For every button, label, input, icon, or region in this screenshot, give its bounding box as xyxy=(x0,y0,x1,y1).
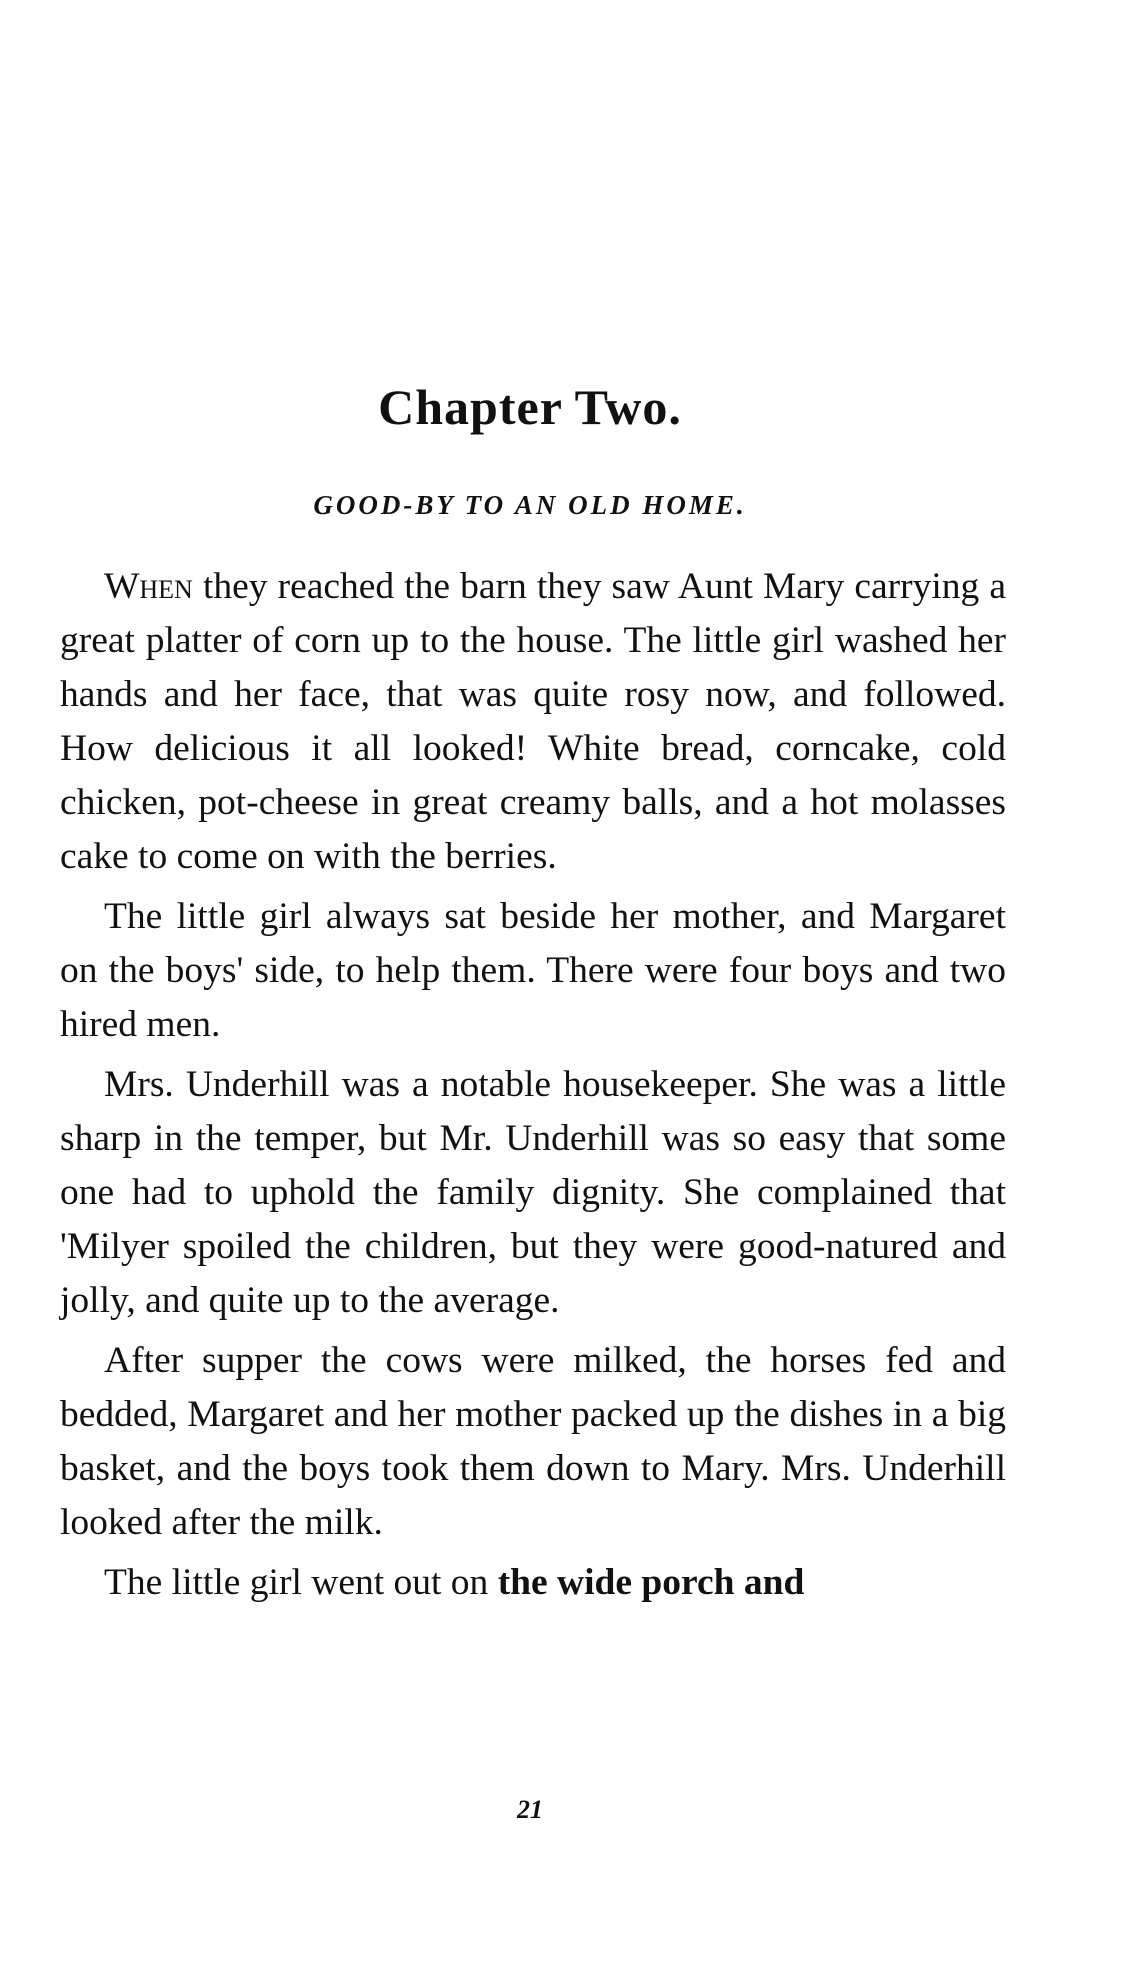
body-text xyxy=(60,560,1006,1616)
paragraph-3: Mrs. Underhill was a notable housekeeper. She was a little sharp in the temper, but Mr. Underhill was so easy that some one had to uphold the family dignity. She complained that 'Milyer spoiled the children, but they were good-natured and jolly, and quite up to the average. xyxy=(60,1064,1006,1321)
paragraph-1-lead: When xyxy=(104,566,193,607)
chapter-subtitle: GOOD-BY TO AN OLD HOME. xyxy=(313,490,747,520)
paragraph-1 xyxy=(60,560,1006,884)
paragraph-5-bold-text: the wide porch and xyxy=(497,1562,805,1603)
paragraph-5 xyxy=(60,1556,1006,1610)
paragraph-2: The little girl always sat beside her mother, and Margaret on the boys' side, to help them. There were four boys and two hired men. xyxy=(60,896,1006,1045)
chapter-title: Chapter Two. xyxy=(378,379,682,435)
paragraph-1-text: they reached the barn they saw Aunt Mary carrying a great platter of corn up to the house. The little girl washed her hands and her face, that was quite rosy now, and followed. How delicious it all looked! White bread, corncake, cold chicken, pot-cheese in great creamy balls, and a hot molasses cake to come on with the berries. xyxy=(60,566,1006,877)
paragraph-5-text: The little girl went out on xyxy=(104,1562,498,1603)
paragraph-4: After supper the cows were milked, the horses fed and bedded, Margaret and her mother packed up the dishes in a big basket, and the boys took them down to Mary. Mrs. Underhill looked after the milk. xyxy=(60,1340,1006,1543)
page-number: 21 xyxy=(517,1795,543,1824)
